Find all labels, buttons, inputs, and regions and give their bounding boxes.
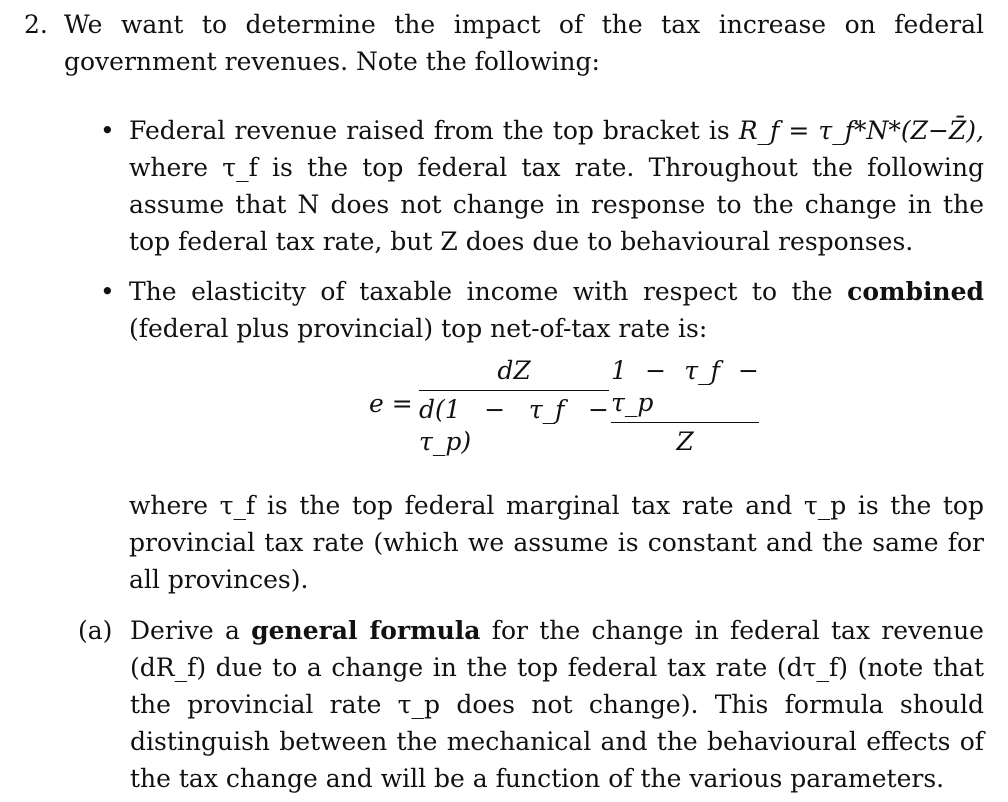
fraction-bar bbox=[611, 422, 759, 423]
bullet-elasticity bbox=[100, 273, 984, 598]
formula-explanation: where τ_f is the top federal marginal tax rate and τ_p is the top provincial tax rate (which we assume is constant and the same for all provinces). bbox=[129, 491, 984, 594]
formula-lhs: e = bbox=[369, 389, 413, 418]
question-intro: We want to determine the impact of the tax increase on federal government revenues. Note the following: bbox=[64, 10, 984, 76]
bullet-dot-icon: • bbox=[100, 116, 115, 145]
question-2 bbox=[24, 6, 984, 80]
fraction-ratio-denominator: Z bbox=[676, 427, 694, 456]
fraction-derivative bbox=[419, 355, 609, 458]
revenue-formula: R_f = τ_f*N*(Z−Z̄), bbox=[738, 116, 984, 145]
fraction-bar bbox=[419, 390, 609, 391]
subquestion-rest: for the change in federal tax revenue (dR_f) due to a change in the top federal tax rate (dτ_f) (note that the provincial rate τ_p does not change). This formula should distinguish between the mechanical and the behavioural effects of the tax change and will be a function of the various parameters. bbox=[130, 616, 984, 793]
subquestion-text bbox=[130, 612, 984, 797]
fraction-ratio bbox=[611, 355, 759, 458]
fraction-derivative-denominator: d(1 − τ_f − τ_p) bbox=[419, 395, 609, 456]
bullet-revenue-rest: where τ_f is the top federal tax rate. Throughout the following assume that N does not change in response to the change in the top federal tax rate, but Z does due to behavioural responses. bbox=[129, 153, 984, 256]
subquestion-lead: Derive a bbox=[130, 616, 252, 645]
bullet-list bbox=[100, 112, 984, 611]
subquestion-label: (a) bbox=[78, 616, 113, 645]
subquestion-a bbox=[78, 612, 984, 797]
bullet-revenue-lead: Federal revenue raised from the top bracket is bbox=[129, 116, 739, 145]
question-number: 2. bbox=[24, 10, 48, 39]
general-formula-bold: general formula bbox=[251, 616, 481, 645]
bullet-revenue bbox=[100, 112, 984, 260]
bullet-elasticity-rest: (federal plus provincial) top net-of-tax rate is: bbox=[129, 314, 708, 343]
bullet-dot-icon: • bbox=[100, 277, 115, 306]
elasticity-formula bbox=[129, 355, 984, 475]
fraction-ratio-numerator: 1 − τ_f − τ_p bbox=[611, 356, 759, 417]
combined-bold: combined bbox=[847, 277, 984, 306]
bullet-elasticity-lead: The elasticity of taxable income with respect to the bbox=[129, 277, 848, 306]
fraction-derivative-numerator: dZ bbox=[497, 356, 531, 385]
